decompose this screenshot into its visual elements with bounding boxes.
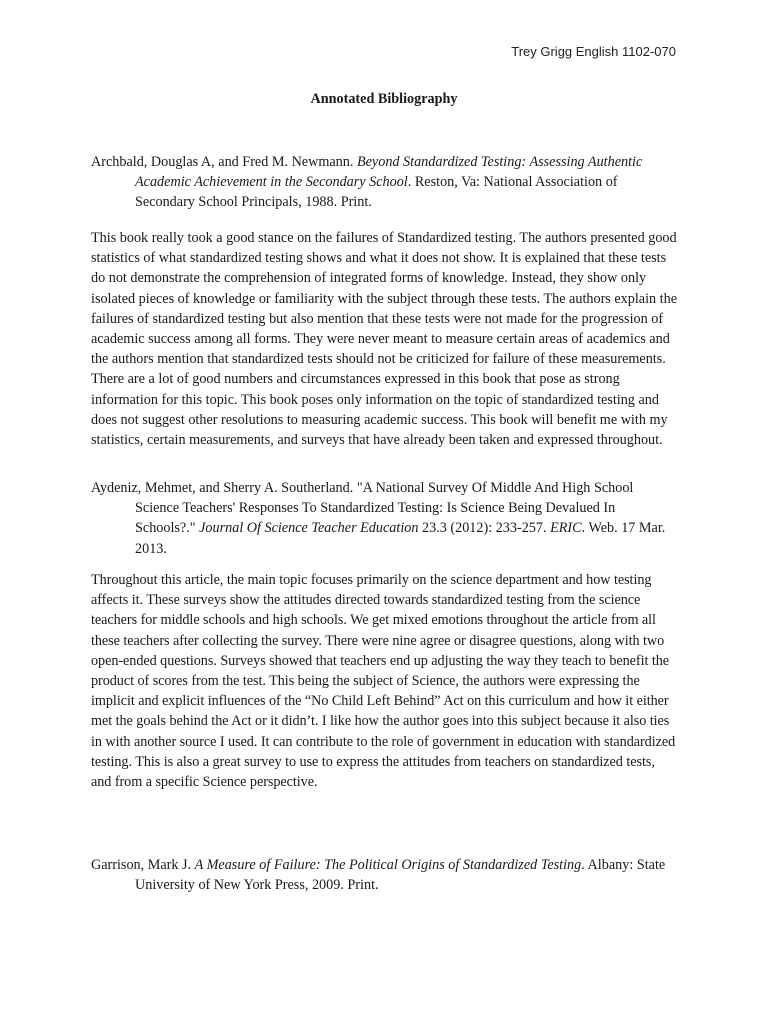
- citation-access: . Web. 17 Mar. 2013.: [135, 520, 666, 557]
- citation-publisher: . Reston, Va: National Association of Secondary School Principals, 1988. Print.: [135, 174, 618, 211]
- citation-journal: Journal Of Science Teacher Education: [199, 520, 419, 537]
- citation-text: Garrison, Mark J.: [91, 857, 195, 873]
- citation-title: A Measure of Failure: The Political Origins of Standardized Testing: [194, 857, 582, 873]
- page-title: Annotated Bibliography: [310, 91, 458, 107]
- annotation-text: Throughout this article, the main topic focuses primarily on the science department and how testing affects it. These surveys show the attitudes directed towards standardized testing from the science teachers for middle schools and high schools. We get mixed emotions throughout the article from all these teachers after collecting the survey. There were nine agree or disagree questions, along with two open-ended questions. Surveys showed that teachers end up adjusting the way they teach to benefit the product of scores from the test. This being the subject of Science, the authors were expressing the implicit and explicit influences of the “No Child Left Behind” Act on this curriculum and how it either met the goals behind the Act or it didn’t. I like how the author goes into this subject because it also ties in with another source I used. It can contribute to the role of government in education with standardized testing. This is also a great survey to use to express the attitudes from teachers on standardized tests, and from a specific Science perspective.: [91, 572, 676, 791]
- citation-aydeniz: [91, 478, 677, 559]
- citation-volume: 23.3 (2012): 233-257.: [418, 520, 551, 537]
- citation-archbald: [91, 152, 677, 213]
- citation-text: Aydeniz, Mehmet, and Sherry A. Southerland. "A National Survey Of Middle And High School Science Teachers' Responses To Standardized Testing: Is Science Being Devalued In Schools?.": [91, 480, 634, 537]
- citation-database: ERIC: [550, 520, 582, 537]
- citation-text: Archbald, Douglas A, and Fred M. Newmann.: [91, 154, 357, 170]
- citation-publisher: . Albany: State University of New York Press, 2009. Print.: [135, 857, 666, 894]
- annotation-archbald: [91, 228, 677, 450]
- header-author-course: Trey Grigg English 1102-070: [511, 44, 676, 59]
- citation-title: Beyond Standardized Testing: Assessing Authentic Academic Achievement in the Secondary School: [135, 154, 643, 191]
- annotation-aydeniz: [91, 570, 677, 792]
- annotation-text: This book really took a good stance on the failures of Standardized testing. The authors presented good statistics of what standardized testing shows and what it does not show. It is explained that these tests do not demonstrate the comprehension of integrated forms of knowledge. Instead, they show only isolated pieces of knowledge or familiarity with the subject through these tests. The authors explain the failures of standardized testing but also mention that these tests were not made for the progression of academic success among all forms. They were never meant to measure certain areas of academics and the authors mention that standardized tests should not be criticized for failure of these measurements. There are a lot of good numbers and circumstances expressed in this book that pose as strong information for this topic. This book poses only information on the topic of standardized testing and does not suggest other resolutions to measuring academic success. This book will benefit me with my statistics, certain measurements, and surveys that have already been taken and expressed throughout.: [91, 230, 678, 449]
- citation-garrison: [91, 855, 677, 895]
